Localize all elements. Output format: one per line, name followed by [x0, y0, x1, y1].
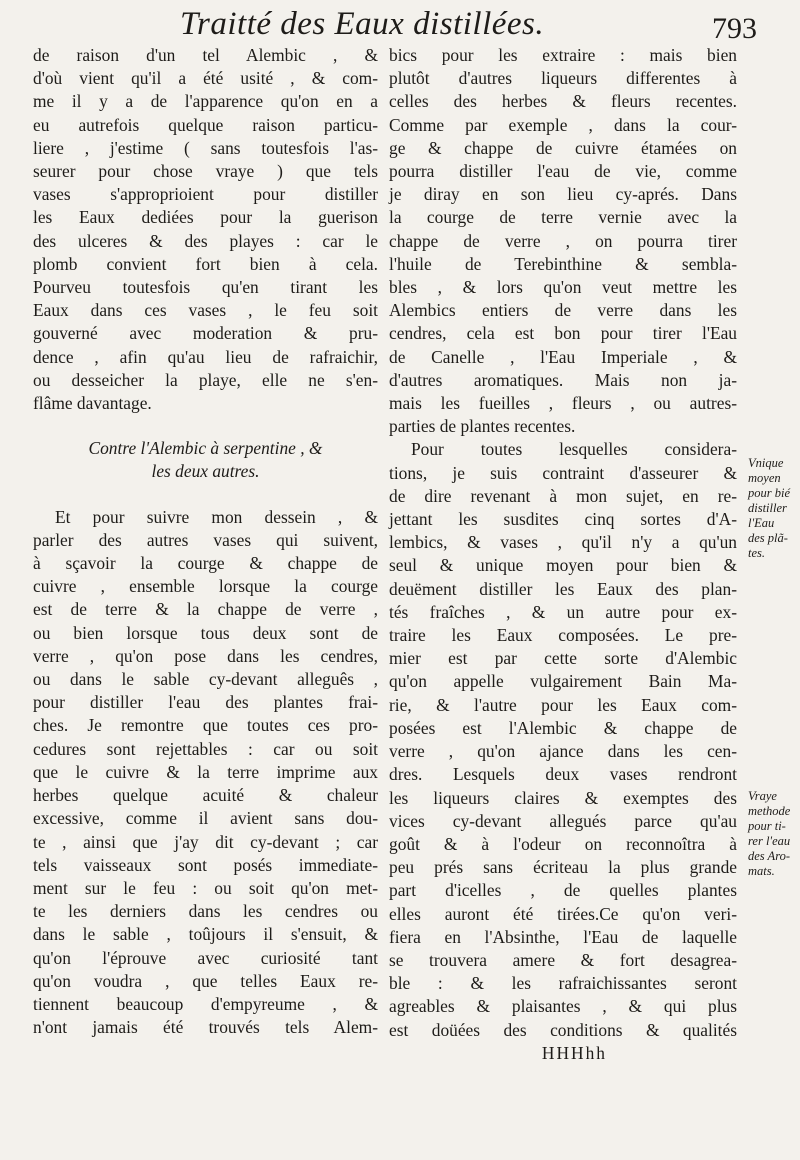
note-line: tes. [748, 546, 766, 560]
text-line: d'où vient qu'il a été usité , & com- [33, 68, 378, 89]
text-line: qu'on l'éprouve avec curiosité tant [33, 947, 378, 968]
margin-note-unique-method [748, 456, 800, 561]
text-line: mais les fueilles , fleurs , ou autres- [389, 393, 737, 414]
text-line: de dire revenant à mon sujet, en re- [389, 485, 737, 506]
text-line: plutôt d'autres liqueurs differentes à [389, 68, 737, 89]
text-line: tels vaisseaux sont posés immediate- [33, 854, 378, 875]
text-line: à sçavoir la courge & chappe de [33, 553, 378, 574]
note-line: Vraye [748, 789, 777, 803]
text-line: Comme par exemple , dans la cour- [389, 114, 737, 135]
note-line: methode [748, 804, 791, 818]
text-line: Pour toutes lesquelles considera- [411, 439, 737, 460]
text-line: les Eaux dediées pour la guerison [33, 207, 378, 228]
text-line: cuivre , ensemble lorsque la courge [33, 576, 378, 597]
text-line: ou bien lorsque tous deux sont de [33, 622, 378, 643]
paragraph-considerations [389, 438, 737, 1041]
text-line: se trouvera amere & fort desagrea- [389, 949, 737, 970]
text-line: eu autrefois quelque raison particu- [33, 114, 378, 135]
text-line: que le cuivre & la terre imprime aux [33, 761, 378, 782]
text-line: Et pour suivre mon dessein , & [55, 506, 378, 527]
paragraph-alembic-uses [389, 44, 737, 438]
text-line: peu prés sans écriteau la plus grande [389, 857, 737, 878]
text-line: les liqueurs claires & exemptes des [389, 787, 737, 808]
text-line: plomb convient fort bien à cela. [33, 253, 378, 274]
note-line: pour ti- [748, 819, 786, 833]
text-line: ge & chappe de cuivre étamées on [389, 137, 737, 158]
text-line: te , ainsi que j'ay dit cy-devant ; car [33, 831, 378, 852]
text-line: est doüées des conditions & qualités [389, 1019, 737, 1040]
left-column [33, 44, 378, 1039]
catchword: HHHhh [541, 1042, 607, 1063]
margin-note-true-method [748, 789, 800, 879]
heading-line: les deux autres. [151, 461, 260, 482]
text-line: cendres, cela est bon pour tirer l'Eau [389, 323, 737, 344]
note-line: mats. [748, 864, 775, 878]
text-line: Eaux dans ces vases , le feu soit [33, 300, 378, 321]
text-line: te les derniers dans les cendres ou [33, 901, 378, 922]
section-heading [33, 437, 378, 483]
text-line: de raison d'un tel Alembic , & [33, 45, 378, 65]
text-line: tiennent beaucoup d'empyreume , & [33, 993, 378, 1014]
note-line: des plã- [748, 531, 788, 545]
text-line: bles , & lors qu'on veut mettre les [389, 277, 737, 298]
text-line: la courge de terre vernie avec la [389, 207, 737, 228]
text-line: dence , afin qu'au lieu de rafraichir, [33, 346, 378, 367]
spacer [33, 484, 378, 506]
text-line: chappe de verre , on pourra tirer [389, 230, 737, 251]
text-line: posées est l'Alembic & chappe de [389, 717, 737, 738]
text-line: pourra distiller l'eau de vie, comme [389, 161, 737, 182]
text-line: fiera en l'Absinthe, l'Eau de laquelle [389, 926, 737, 947]
text-line: me il y a de l'apparence qu'on en a [33, 91, 378, 112]
text-line: goût & à l'odeur on reconnoîtra à [389, 833, 737, 854]
text-line: part d'icelles , de quelles plantes [389, 880, 737, 901]
text-line: est de terre & la chappe de verre , [33, 599, 378, 620]
text-line: mier est par cette sorte d'Alembic [389, 648, 737, 669]
text-line: ou dans le sable cy-devant alleguês , [33, 669, 378, 690]
page-number: 793 [712, 12, 757, 45]
spacer [33, 415, 378, 437]
text-line: verre , qu'on pose dans les cendres, [33, 645, 378, 666]
text-line: cedures sont rejettables : car ou soit [33, 738, 378, 759]
text-line: ches. Je remontre que toutes ces pro- [33, 715, 378, 736]
note-line: rer l'eau [748, 834, 791, 848]
text-line: tions, je suis contraint d'asseurer & [389, 462, 737, 483]
text-line: d'autres aromatiques. Mais non ja- [389, 369, 737, 390]
text-line: vices cy-devant allegués parce qu'au [389, 810, 737, 831]
right-column [389, 44, 737, 1065]
note-line: des Aro- [748, 849, 791, 863]
text-line: jettant les susdites cinq sortes d'A- [389, 509, 737, 530]
text-line: gouverné avec moderation & pru- [33, 323, 378, 344]
running-title: Traitté des Eaux distillées. [180, 6, 545, 42]
text-line: ble : & les rafraichissantes seront [389, 973, 737, 994]
text-line: flâme davantage. [33, 393, 152, 414]
note-line: l'Eau [748, 516, 775, 530]
text-line: celles des herbes & fleurs recentes. [389, 91, 737, 112]
text-line: parler des autres vases qui suivent, [33, 529, 378, 550]
note-line: distiller [748, 501, 787, 515]
text-line: Alembics entiers de verre dans les [389, 300, 737, 321]
text-line: tés fraîches , & un autre pour ex- [389, 601, 737, 622]
text-line: seurer pour chose vraye ) que tels [33, 161, 378, 182]
text-line: ment sur le feu : ou soit qu'on met- [33, 877, 378, 898]
text-line: elles auront été tirées.Ce qu'on veri- [389, 903, 737, 924]
heading-line: Contre l'Alembic à serpentine , & [88, 438, 323, 459]
text-line: traire les Eaux composées. Le pre- [389, 625, 737, 646]
text-line: liere , j'estime ( sans toutesfois l'as- [33, 137, 378, 158]
text-line: pour distiller l'eau des plantes frai- [33, 692, 378, 713]
text-line: excessive, comme il avient sans dou- [33, 808, 378, 829]
text-line: agreables & plaisantes , & qui plus [389, 996, 737, 1017]
text-line: dans le sable , toûjours il s'ensuit, & [33, 924, 378, 945]
text-line: qu'on voudra , que telles Eaux re- [33, 970, 378, 991]
text-line: dres. Lesquels deux vases rendront [389, 764, 737, 785]
note-line: moyen [748, 471, 781, 485]
text-line: Pourveu toutesfois qu'en tirant les [33, 277, 378, 298]
text-line: lembics, & vases , qu'il n'y a qu'un [389, 532, 737, 553]
note-line: Vnique [748, 456, 784, 470]
text-line: seul & unique moyen pour bien & [389, 555, 737, 576]
text-line: rie, & l'autre pour les Eaux com- [389, 694, 737, 715]
text-line: deuëment distiller les Eaux des plan- [389, 578, 737, 599]
text-line: de Canelle , l'Eau Imperiale , & [389, 346, 737, 367]
text-line: herbes quelque acuité & chaleur [33, 785, 378, 806]
text-line: n'ont jamais été trouvés tels Alem- [33, 1017, 378, 1038]
text-line: parties de plantes recentes. [389, 416, 576, 437]
text-line: vases s'approprioient pour distiller [33, 184, 378, 205]
paragraph-other-vessels [33, 506, 378, 1040]
note-line: pour bié [748, 486, 791, 500]
paragraph-alembic-reason [33, 44, 378, 415]
text-line: je diray en son lieu cy-aprés. Dans [389, 184, 737, 205]
text-line: des ulceres & des playes : car le [33, 230, 378, 251]
text-line: ou desseicher la playe, elle ne s'en- [33, 369, 378, 390]
text-line: verre , qu'on ajance dans les cen- [389, 741, 737, 762]
text-line: bics pour les extraire : mais bien [389, 45, 737, 65]
text-line: l'huile de Terebinthine & sembla- [389, 253, 737, 274]
text-line: qu'on appelle vulgairement Bain Ma- [389, 671, 737, 692]
